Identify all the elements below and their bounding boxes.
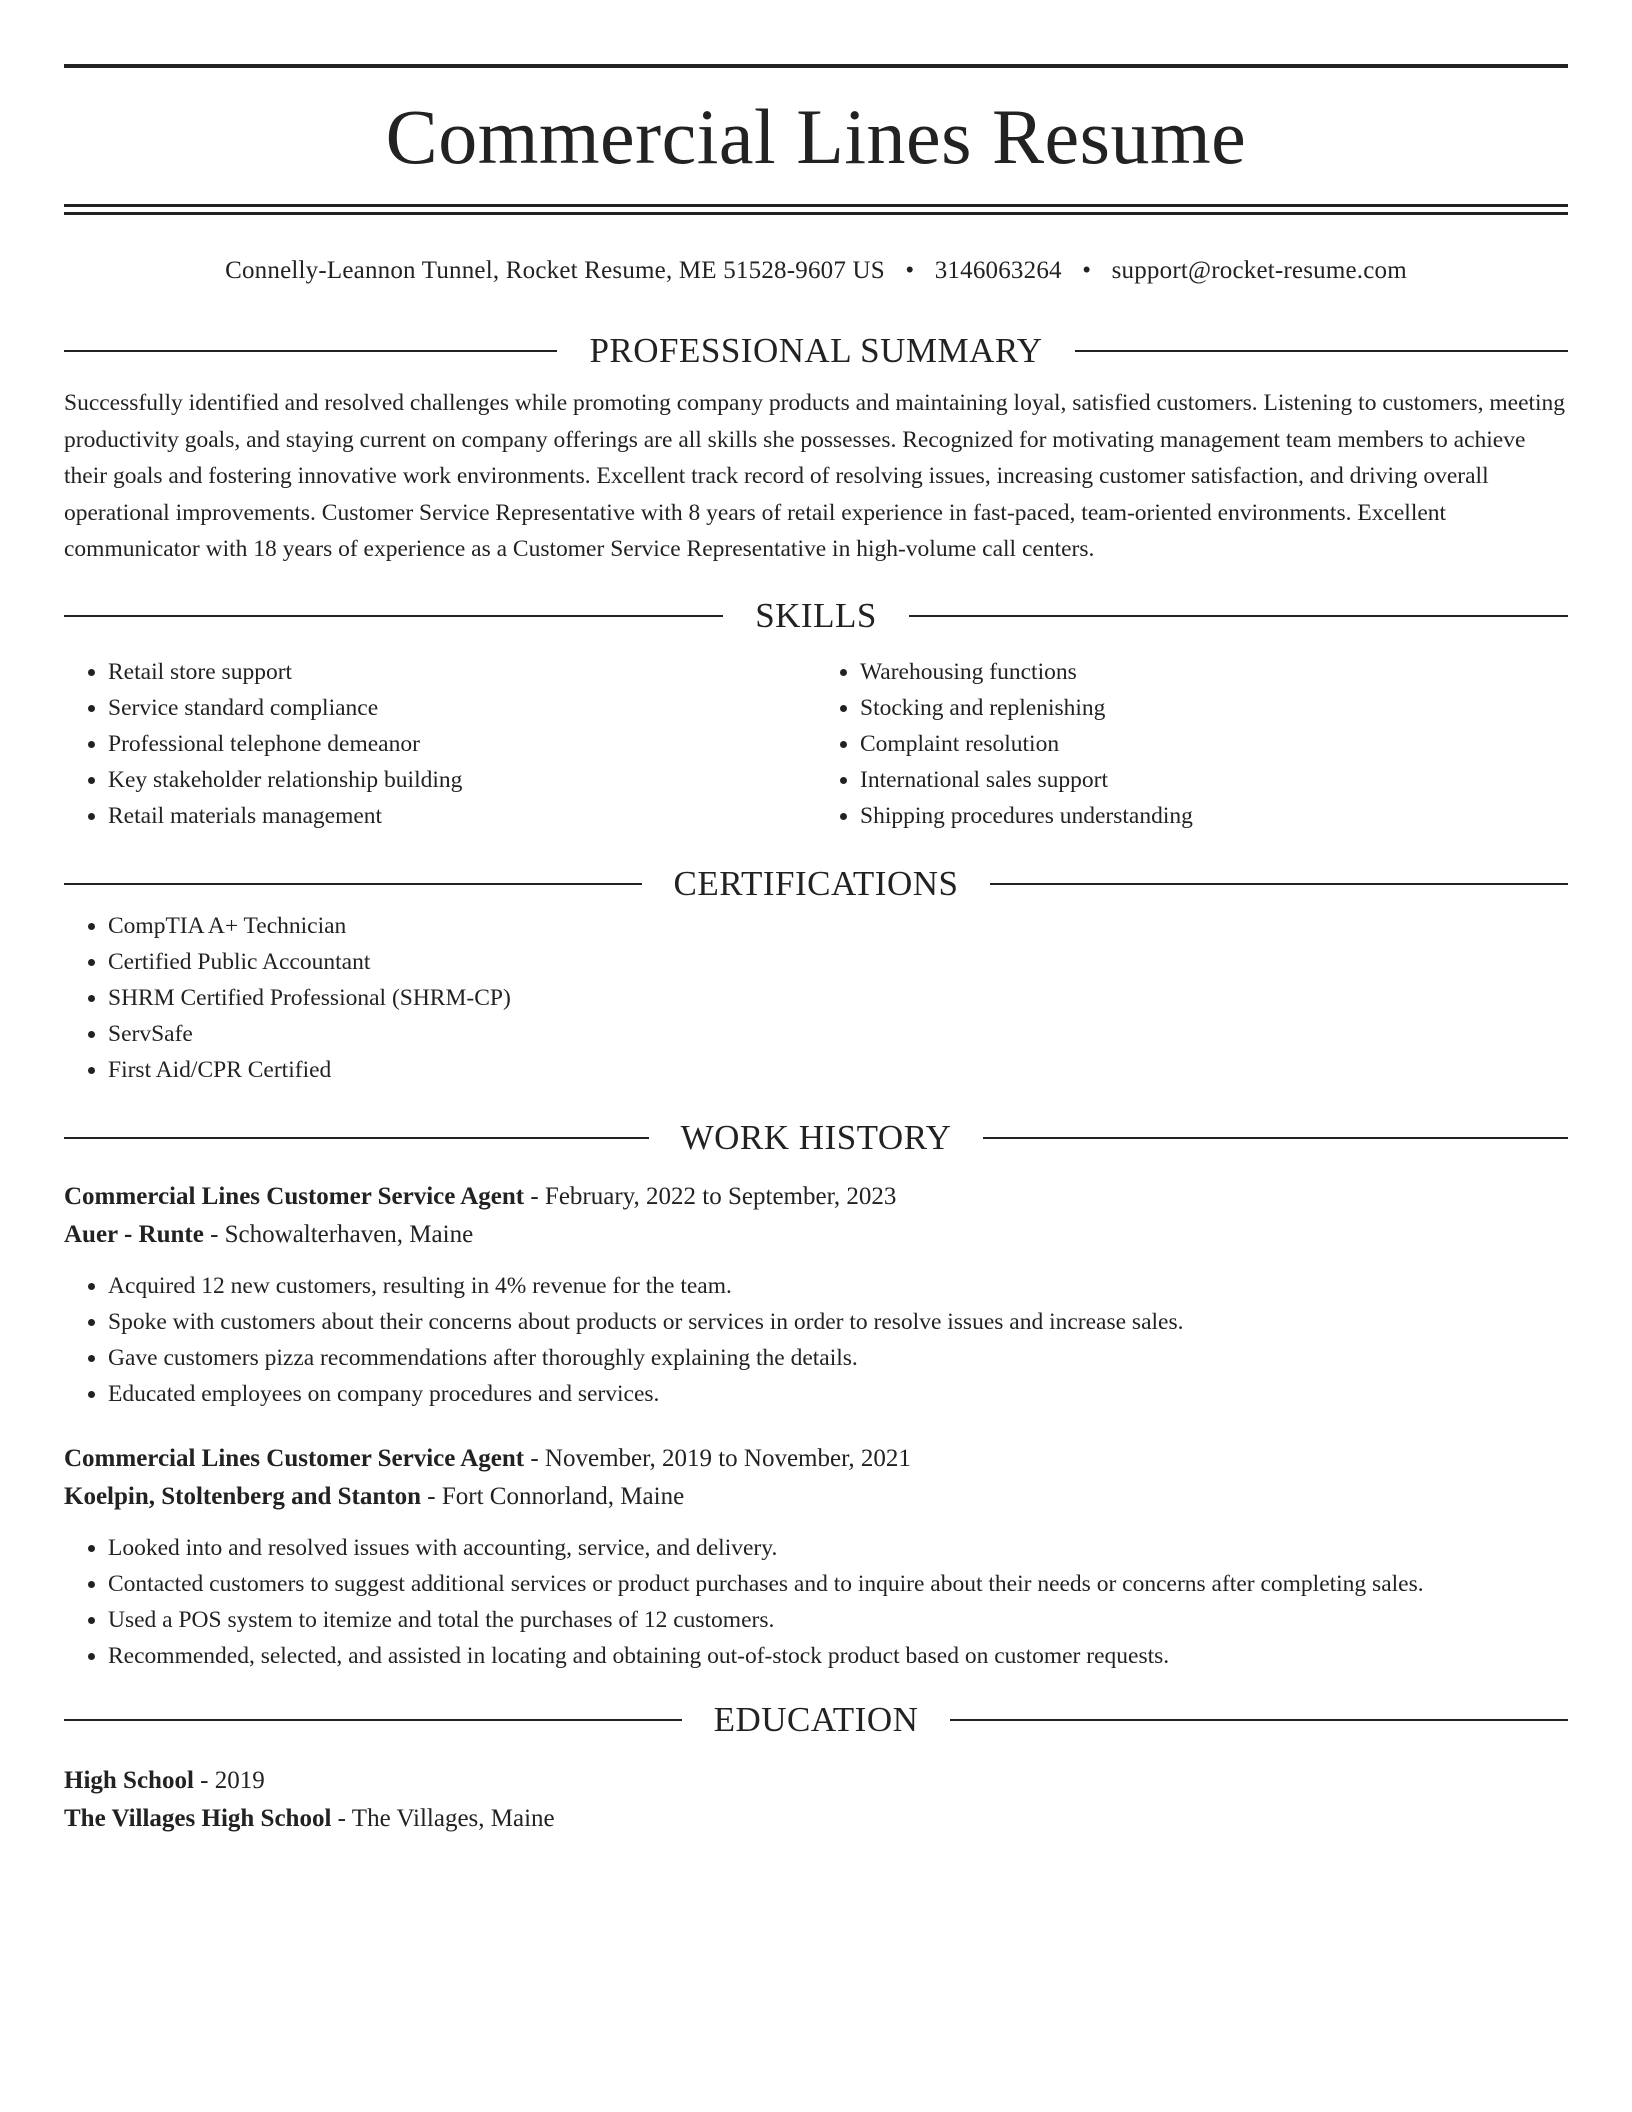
job-bullet: • Recommended, selected, and assisted in locating and obtaining out-of-stock product based on customer requests. <box>108 1638 1568 1674</box>
skill-item: • Retail materials management <box>108 798 816 834</box>
contact-separator: • <box>905 257 915 284</box>
contact-line <box>64 251 1568 291</box>
contact-phone: 3146063264 <box>934 257 1062 284</box>
education-degree-line <box>64 1762 1568 1800</box>
heading-rule-right <box>950 1719 1568 1721</box>
contact-separator: • <box>1082 257 1092 284</box>
skill-item: • Service standard compliance <box>108 690 816 726</box>
certification-item: • CompTIA A+ Technician <box>108 908 1568 944</box>
job-dates: - February, 2022 to September, 2023 <box>524 1182 897 1210</box>
job-location: - Schowalterhaven, Maine <box>203 1220 474 1248</box>
job-dates: - November, 2019 to November, 2021 <box>524 1444 911 1472</box>
skill-item: • Stocking and replenishing <box>860 690 1568 726</box>
job-entry <box>64 1440 1568 1674</box>
job-bullet: • Contacted customers to suggest additional services or product purchases and to inquire about their needs or concerns after completing sales. <box>108 1566 1568 1602</box>
heading-rule-left <box>64 350 557 352</box>
job-title: Commercial Lines Customer Service Agent <box>64 1182 525 1210</box>
education-year: - 2019 <box>193 1766 265 1794</box>
section-heading-label: WORK HISTORY <box>680 1117 952 1157</box>
skill-item: • Shipping procedures understanding <box>860 798 1568 834</box>
skills-grid <box>64 654 1568 834</box>
section-heading-education <box>64 1696 1568 1744</box>
heading-rule-left <box>64 1137 649 1139</box>
skill-item: • Retail store support <box>108 654 816 690</box>
skills-list-right <box>816 654 1568 834</box>
skills-column-right <box>816 654 1568 834</box>
skill-item: • Complaint resolution <box>860 726 1568 762</box>
section-heading-work-history <box>64 1114 1568 1162</box>
contact-email: support@rocket-resume.com <box>1111 257 1407 284</box>
heading-rule-left <box>64 883 642 885</box>
job-bullet: • Gave customers pizza recommendations after thoroughly explaining the details. <box>108 1340 1568 1376</box>
job-bullets <box>64 1268 1568 1412</box>
skills-column-left <box>64 654 816 834</box>
job-title: Commercial Lines Customer Service Agent <box>64 1444 525 1472</box>
skill-item: • Key stakeholder relationship building <box>108 762 816 798</box>
job-bullet: • Educated employees on company procedures and services. <box>108 1376 1568 1412</box>
section-heading-label: PROFESSIONAL SUMMARY <box>589 331 1043 370</box>
education-degree: High School <box>64 1766 194 1794</box>
certification-item: • Certified Public Accountant <box>108 944 1568 980</box>
skill-item: • International sales support <box>860 762 1568 798</box>
top-rule <box>64 64 1568 68</box>
education-school: The Villages High School <box>64 1804 332 1832</box>
section-heading-skills <box>64 592 1568 640</box>
certification-item: • ServSafe <box>108 1016 1568 1052</box>
job-company: Koelpin, Stoltenberg and Stanton <box>64 1482 422 1510</box>
job-company-line <box>64 1216 1568 1254</box>
skills-list-left <box>64 654 816 834</box>
job-title-line <box>64 1440 1568 1478</box>
heading-rule-left <box>64 1719 682 1721</box>
certifications-list <box>64 908 1568 1088</box>
section-heading-certifications <box>64 860 1568 908</box>
section-heading-label: EDUCATION <box>713 1699 919 1739</box>
resume-title: Commercial Lines Resume <box>385 93 1247 180</box>
job-bullet: • Looked into and resolved issues with accounting, service, and delivery. <box>108 1530 1568 1566</box>
heading-rule-right <box>990 883 1568 885</box>
contact-address: Connelly-Leannon Tunnel, Rocket Resume, ME 51528-9607 US <box>225 257 885 284</box>
education-school-line <box>64 1800 1568 1838</box>
heading-rule-left <box>64 615 723 617</box>
job-bullets <box>64 1530 1568 1674</box>
job-company: Auer - Runte <box>64 1220 204 1248</box>
certification-item: • SHRM Certified Professional (SHRM-CP) <box>108 980 1568 1016</box>
education-entry <box>64 1762 1568 1838</box>
heading-rule-right <box>983 1137 1568 1139</box>
job-company-line <box>64 1478 1568 1516</box>
skill-item: • Professional telephone demeanor <box>108 726 816 762</box>
certification-item: • First Aid/CPR Certified <box>108 1052 1568 1088</box>
education-location: - The Villages, Maine <box>331 1804 555 1832</box>
job-bullet: • Used a POS system to itemize and total the purchases of 12 customers. <box>108 1602 1568 1638</box>
job-location: - Fort Connorland, Maine <box>421 1482 685 1510</box>
job-bullet: • Spoke with customers about their concerns about products or services in order to resolve issues and increase sales. <box>108 1304 1568 1340</box>
heading-rule-right <box>1075 350 1568 352</box>
summary-text: Successfully identified and resolved challenges while promoting company products and maintaining loyal, satisfied customers. Listening to customers, meeting productivity goals, and staying current on company offerings are all skills she possesses. Recognized for motivating management team members to achieve their goals and fostering innovative work environments. Excellent track record of resolving issues, increasing customer satisfaction, and driving overall operational improvements. Customer Service Representative with 8 years of retail experience in fast-paced, team-oriented environments. Excellent communicator with 18 years of experience as a Customer Service Representative in high-volume call centers. <box>64 390 1566 562</box>
skill-item: • Warehousing functions <box>860 654 1568 690</box>
job-bullet: • Acquired 12 new customers, resulting in 4% revenue for the team. <box>108 1268 1568 1304</box>
section-heading-summary <box>64 327 1568 375</box>
job-entry <box>64 1178 1568 1412</box>
title-double-rule <box>64 204 1568 215</box>
job-title-line <box>64 1178 1568 1216</box>
section-heading-label: SKILLS <box>755 595 877 635</box>
section-heading-label: CERTIFICATIONS <box>673 863 959 903</box>
heading-rule-right <box>909 615 1568 617</box>
